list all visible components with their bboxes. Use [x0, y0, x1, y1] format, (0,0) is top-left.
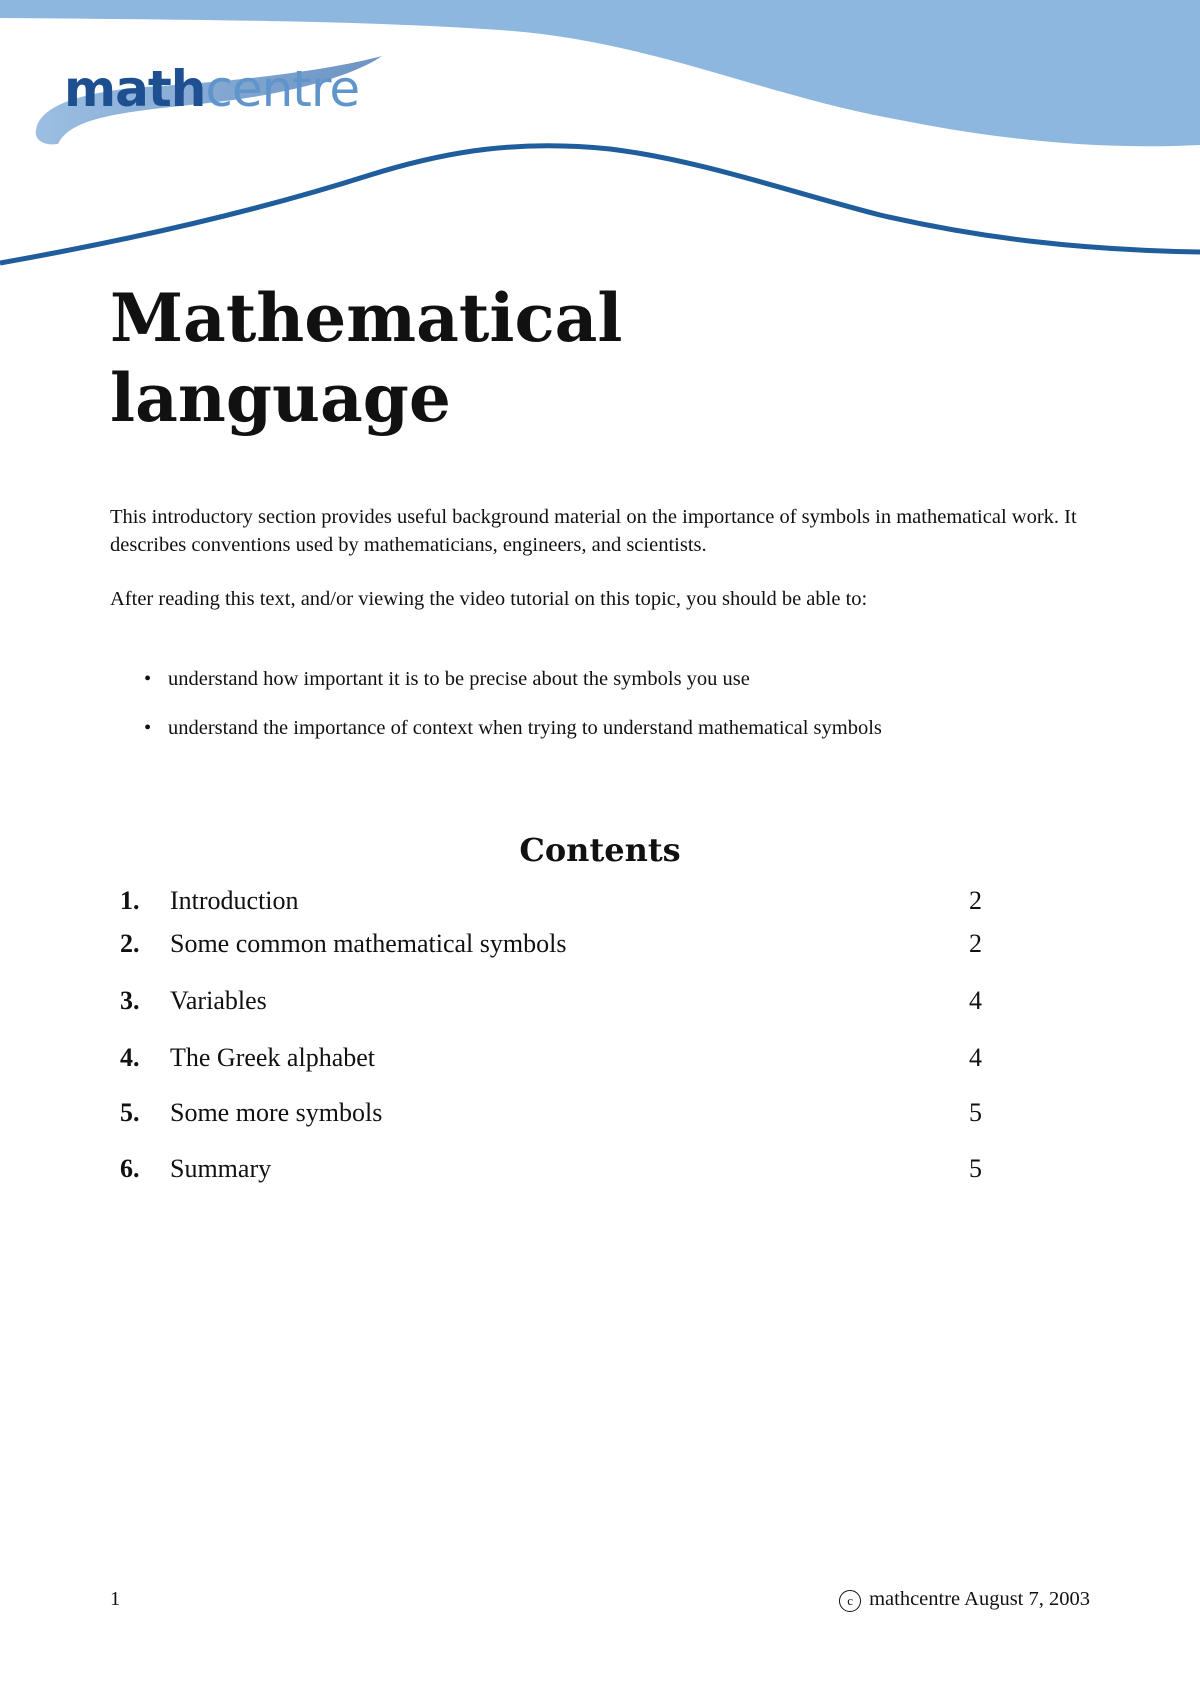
toc-entry-introduction[interactable] [120, 885, 982, 917]
toc-page-number: 2 [969, 886, 982, 915]
contents-heading: Contents [519, 831, 681, 869]
list-item [140, 665, 1090, 693]
toc-page-number: 4 [969, 1043, 982, 1072]
objective-text: understand the importance of context when trying to understand mathematical symbols [168, 717, 882, 739]
toc-number: 6. [120, 1154, 140, 1183]
toc-title: Summary [170, 1154, 272, 1183]
toc-number: 5. [120, 1098, 140, 1127]
toc-entry-variables[interactable] [120, 985, 982, 1017]
toc-number: 2. [120, 929, 140, 958]
logo-wordmark [64, 60, 360, 118]
copyright-icon: c [839, 1590, 861, 1612]
toc-number: 4. [120, 1043, 140, 1072]
logo-centre-text: centre [205, 60, 360, 118]
toc-page-number: 5 [969, 1154, 982, 1183]
toc-page-number: 2 [969, 929, 982, 958]
footer-copyright [839, 1585, 1090, 1613]
bullet-icon: • [144, 717, 152, 739]
toc-entry-more-symbols[interactable] [120, 1097, 982, 1129]
page-title [110, 278, 622, 438]
title-line-1: Mathematical [110, 279, 623, 357]
intro-paragraph: This introductory section provides useful background material on the importance of symbols in mathematical work. It describes conventions used by mathematicians, engineers, and scientists. [110, 506, 1077, 556]
copyright-text: mathcentre August 7, 2003 [869, 1588, 1090, 1610]
toc-entry-greek-alphabet[interactable] [120, 1042, 982, 1074]
toc-entry-common-symbols[interactable] [120, 928, 982, 960]
toc-page-number: 4 [969, 986, 982, 1015]
toc-number: 1. [120, 886, 140, 915]
logo-math-text: math [64, 60, 206, 118]
toc-page-number: 5 [969, 1098, 982, 1127]
toc-title: The Greek alphabet [170, 1043, 376, 1072]
footer-page-number: 1 [110, 1588, 121, 1610]
toc-title: Variables [170, 986, 267, 1015]
objective-text: understand how important it is to be precise about the symbols you use [168, 668, 750, 690]
learning-outcomes-lead: After reading this text, and/or viewing the video tutorial on this topic, you should be able to: [110, 588, 868, 610]
toc-number: 3. [120, 986, 140, 1015]
bullet-icon: • [144, 668, 152, 690]
toc-title: Some more symbols [170, 1098, 383, 1127]
toc-title: Some common mathematical symbols [170, 929, 567, 958]
mathcentre-logo [30, 48, 390, 148]
toc-entry-summary[interactable] [120, 1153, 982, 1185]
list-item [140, 714, 1090, 742]
title-line-2: language [110, 359, 451, 437]
toc-title: Introduction [170, 886, 299, 915]
learning-outcomes-list [140, 665, 1090, 763]
